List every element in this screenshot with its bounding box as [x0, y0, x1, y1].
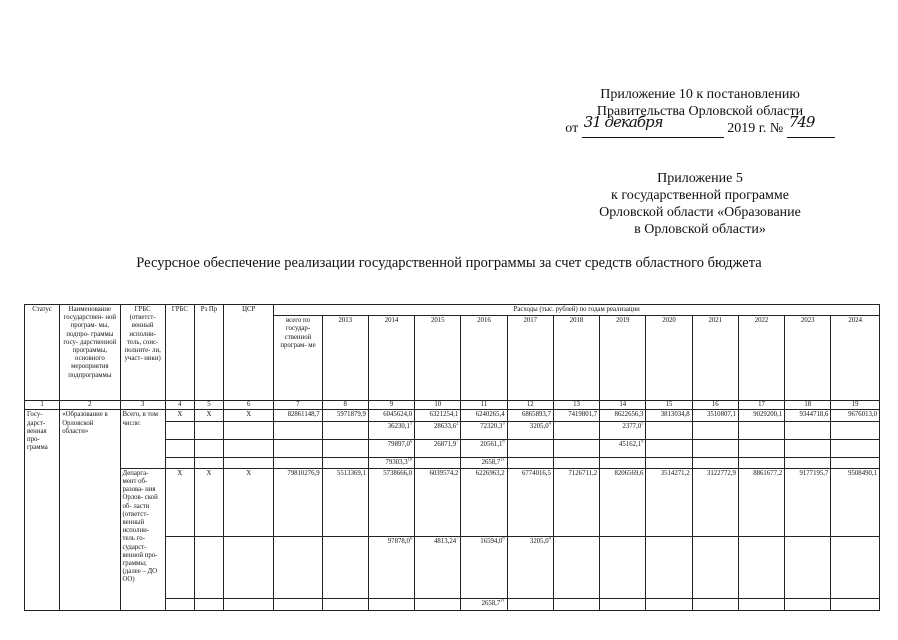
value-cell: 72320,3$^3$ [461, 421, 507, 439]
value-cell: 79303,3$^{10}$ [368, 457, 414, 468]
appendix-10-line2: Правительства Орловской области [596, 104, 804, 119]
value-cell: 20561,1$^8$ [461, 439, 507, 457]
value-cell: 4813,24$^7$ [415, 536, 461, 598]
col-number: 16 [692, 401, 738, 410]
header-year: 2019 [600, 316, 646, 401]
value-cell: 3514271,2 [646, 468, 692, 536]
value-cell: 2658,7$^{11}$ [461, 598, 507, 610]
value-cell: 6039574,2 [415, 468, 461, 536]
status-cell: Госу- дарст- венная про- грамма [25, 410, 60, 610]
column-numbers-row [25, 401, 880, 410]
col-number: 2 [60, 401, 120, 410]
header-year: 2024 [831, 316, 880, 401]
header-expenses: Расходы (тыс. рублей) по годам реализации [274, 305, 880, 316]
value-cell: 5513369,1 [322, 468, 368, 536]
header-csr: ЦСР [224, 305, 274, 401]
col-number: 12 [507, 401, 553, 410]
col-number: 9 [368, 401, 414, 410]
value-cell: 16594,0$^8$ [461, 536, 507, 598]
value-cell: 3122772,9 [692, 468, 738, 536]
rzpr-cell: X [194, 468, 223, 536]
value-cell: 3510807,1 [692, 410, 738, 421]
value-cell: 6240265,4 [461, 410, 507, 421]
resource-table [24, 304, 880, 611]
value-cell: 26871,9$^7$ [415, 439, 461, 457]
value-cell: 5738666,0 [368, 468, 414, 536]
col-number: 5 [194, 401, 223, 410]
value-cell: 36230,1$^1$ [368, 421, 414, 439]
csr-cell: X [224, 468, 274, 536]
header-year: 2021 [692, 316, 738, 401]
header-year: 2017 [507, 316, 553, 401]
appendix-5-line3: Орловской области «Образование [599, 205, 801, 220]
value-cell: 8622656,3 [600, 410, 646, 421]
header-year: 2015 [415, 316, 461, 401]
value-cell: 7419801,7 [553, 410, 599, 421]
header-year: 2014 [368, 316, 414, 401]
value-cell: 3205,0$^4$ [507, 536, 553, 598]
grbs-code-cell: X [165, 410, 194, 421]
from-label: от [565, 121, 579, 136]
value-cell: 5971879,9 [322, 410, 368, 421]
value-cell: 6321254,1 [415, 410, 461, 421]
header-year: 2023 [785, 316, 831, 401]
value-cell: 9029200,1 [738, 410, 784, 421]
col-number: 3 [120, 401, 165, 410]
year-number-label: 2019 г. № [727, 121, 784, 136]
col-number: 1 [25, 401, 60, 410]
header-name: Наименование государствен- ной програм- мы, подпро- граммы госу- дарственной программы, основного мероприятия подпрограммы [60, 305, 120, 401]
value-cell: 45162,1$^9$ [600, 439, 646, 457]
value-cell: 28633,6$^2$ [415, 421, 461, 439]
col-number: 11 [461, 401, 507, 410]
header-year: 2018 [553, 316, 599, 401]
value-cell: 97878,0$^6$ [368, 536, 414, 598]
col-number: 7 [274, 401, 322, 410]
value-cell: 9508490,1 [831, 468, 880, 536]
value-cell: 3205,0$^4$ [507, 421, 553, 439]
table-row [25, 410, 880, 421]
col-number: 19 [831, 401, 880, 410]
value-cell: 9676013,0 [831, 410, 880, 421]
value-cell: 9177195,7 [785, 468, 831, 536]
header-grbs-code: ГРБС [165, 305, 194, 401]
value-cell: 6865893,7 [507, 410, 553, 421]
header-grbs: ГРБС (ответст- венный исполни- тель, соис- полните- ли, участ- ники) [120, 305, 165, 401]
col-number: 18 [785, 401, 831, 410]
value-cell: 8206569,6 [600, 468, 646, 536]
csr-cell: X [224, 410, 274, 421]
grbs-code-cell: X [165, 468, 194, 536]
appendix-5-line4: в Орловской области» [634, 222, 766, 237]
header-year: 2016 [461, 316, 507, 401]
value-cell: 7126711,2 [553, 468, 599, 536]
value-cell: 6226963,2 [461, 468, 507, 536]
col-number: 13 [553, 401, 599, 410]
vsego-cell: Всего, в том числе: [120, 410, 165, 468]
appendix-10-header [560, 86, 840, 138]
appendix-5-line2: к государственной программе [611, 188, 789, 203]
col-number: 17 [738, 401, 784, 410]
value-cell: 2377,0$^5$ [600, 421, 646, 439]
col-number: 15 [646, 401, 692, 410]
handwritten-number: 749 [788, 113, 815, 131]
value-cell: 2658,7$^{11}$ [461, 457, 507, 468]
document-title: Ресурсное обеспечение реализации государственной программы за счет средств областного бюджета [136, 255, 762, 271]
appendix-10-line1: Приложение 10 к постановлению [600, 87, 800, 102]
header-total: всего по государ- ственной програм- ме [274, 316, 322, 401]
col-number: 14 [600, 401, 646, 410]
appendix-10-date-line [560, 113, 840, 138]
header-rzpr: Рз Пр [194, 305, 223, 401]
table-row [25, 468, 880, 536]
col-number: 8 [322, 401, 368, 410]
value-cell: 6774016,5 [507, 468, 553, 536]
date-signature-line [582, 113, 724, 138]
col-number: 4 [165, 401, 194, 410]
rzpr-cell: X [194, 410, 223, 421]
number-signature-line [787, 113, 835, 138]
value-cell: 79897,0$^6$ [368, 439, 414, 457]
col-number: 6 [224, 401, 274, 410]
header-year: 2020 [646, 316, 692, 401]
header-year: 2022 [738, 316, 784, 401]
col-number: 10 [415, 401, 461, 410]
appendix-5-line1: Приложение 5 [657, 171, 743, 186]
value-cell: 8861677,2 [738, 468, 784, 536]
header-status: Статус [25, 305, 60, 401]
value-cell: 79810276,9 [274, 468, 322, 536]
appendix-5-header [560, 170, 840, 238]
value-cell: 9344718,6 [785, 410, 831, 421]
value-cell: 3813034,8 [646, 410, 692, 421]
value-cell: 82861148,7 [274, 410, 322, 421]
handwritten-date: 31 декабря [583, 113, 663, 131]
department-cell: Депарга- мент об- разова- ния Орлов- ской об- ласти (ответст- венный исполни- тель го- сударст- венной про- граммы; (далее – ДО ОО) [120, 468, 165, 610]
table-header-row [25, 305, 880, 316]
value-cell: 6045624,0 [368, 410, 414, 421]
program-name-cell: «Образование в Орловской области» [60, 410, 120, 610]
header-year: 2013 [322, 316, 368, 401]
